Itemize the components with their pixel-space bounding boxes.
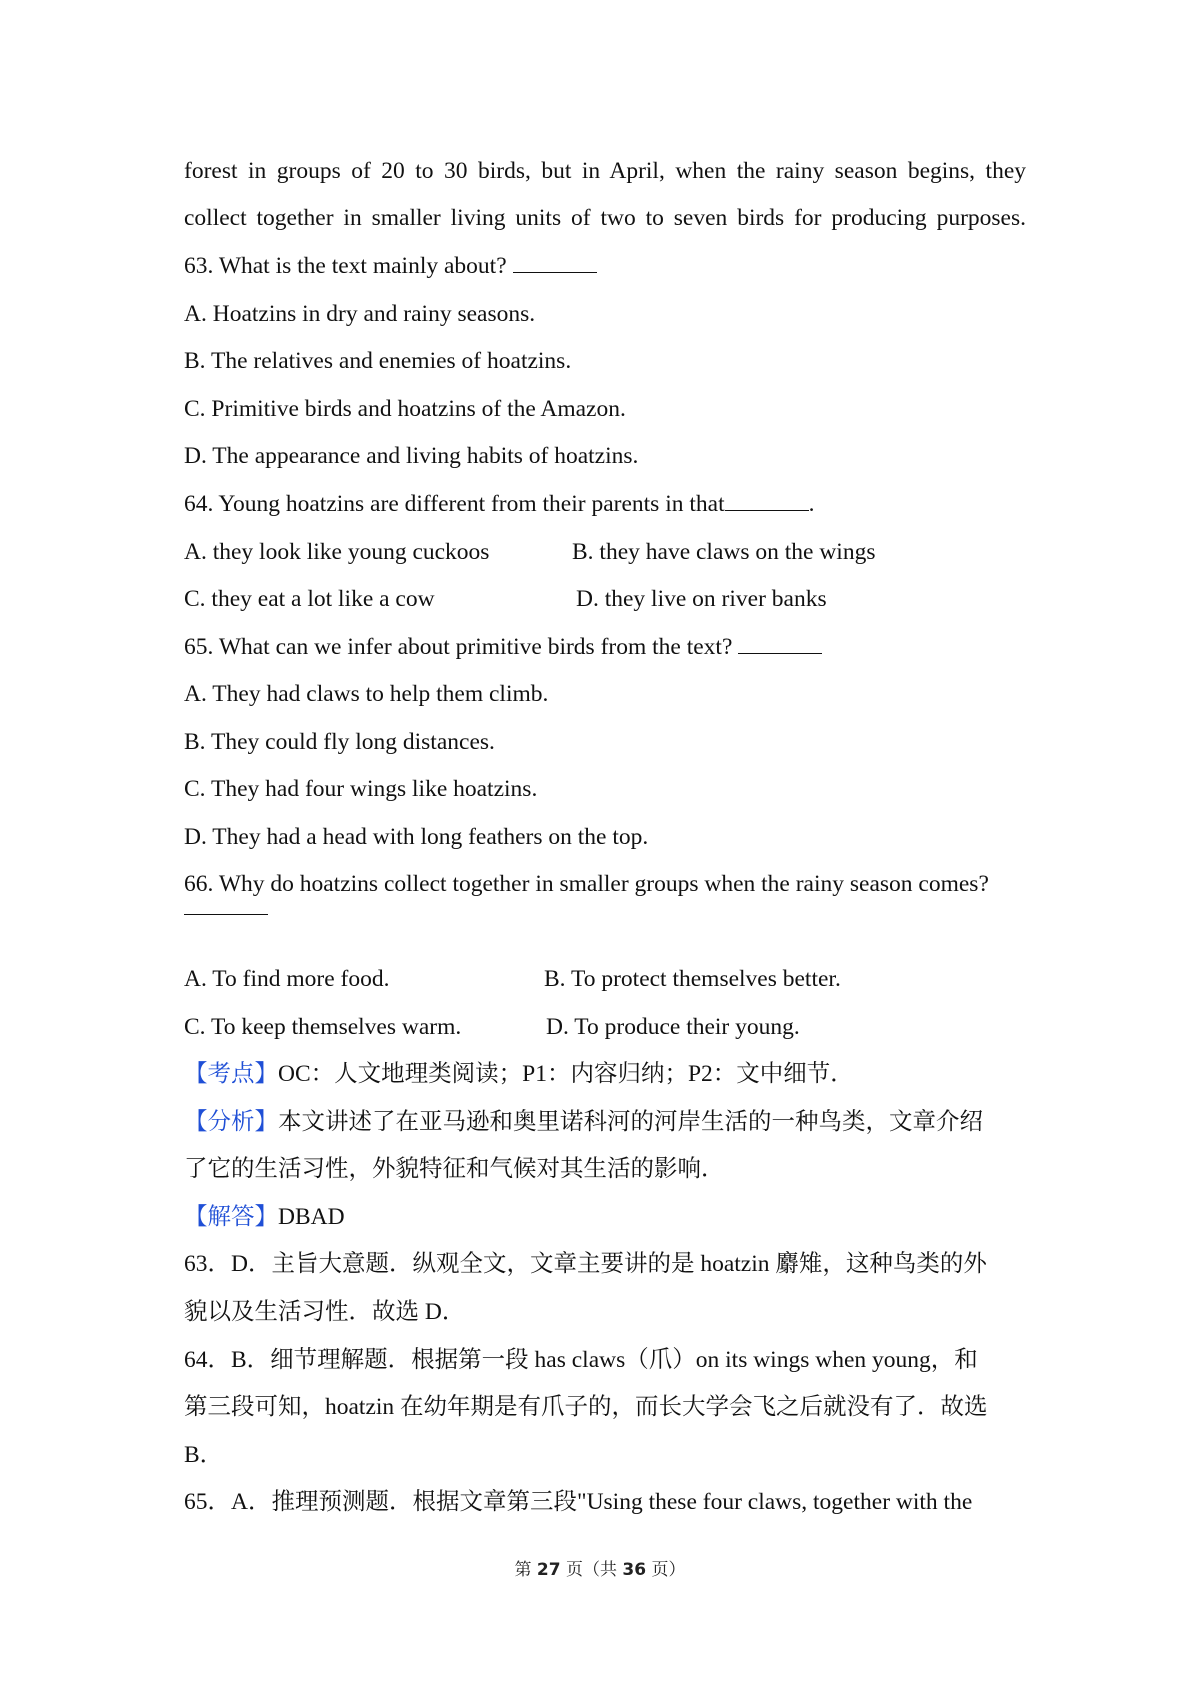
fenxi-line-2: 了它的生活习性，外貌特征和气候对其生活的影响． [184, 1156, 725, 1182]
page-footer: 第 27 页（共 36 页） [514, 1560, 686, 1580]
jieda-line: 【解答】DBAD [184, 1204, 345, 1230]
question-65-stem: 65. What can we infer about primitive birds from the text? [184, 631, 1026, 663]
kaodian-tag: 【考点】 [184, 1061, 278, 1087]
answer-blank [725, 488, 809, 511]
answer-64-line: 64．B．细节理解题．根据第一段 has claws（爪）on its wings when young，和 [184, 1347, 978, 1373]
q63-option-a: A. Hoatzins in dry and rainy seasons. [184, 301, 536, 327]
q65-option-c: C. They had four wings like hoatzins. [184, 776, 538, 802]
fenxi-tag: 【分析】 [184, 1109, 278, 1135]
answer-63-line: 63．D．主旨大意题．纵观全文，文章主要讲的是 hoatzin 麝雉，这种鸟类的外 [184, 1251, 987, 1277]
q66-option-b: B. To protect themselves better. [544, 966, 841, 992]
answer-64-line-2: 第三段可知，hoatzin 在幼年期是有爪子的，而长大学会飞之后就没有了．故选 [184, 1394, 988, 1420]
passage-line: collect together in smaller living units of two to seven birds for producing purposes. [184, 205, 1026, 231]
q63-option-d: D. The appearance and living habits of hoatzins. [184, 443, 639, 469]
answer-64-line-3: B． [184, 1442, 224, 1468]
q66-options-row-1 [184, 963, 1026, 995]
answer-blank [513, 250, 597, 273]
q64-options-row-1 [184, 536, 1026, 568]
page-number: 27 [536, 1560, 561, 1580]
question-63-stem: 63. What is the text mainly about? [184, 250, 1026, 282]
page-total: 36 [622, 1560, 647, 1580]
q63-option-b: B. The relatives and enemies of hoatzins. [184, 348, 572, 374]
answer-63-line-2: 貌以及生活习性．故选 D． [184, 1299, 466, 1325]
answer-65-line: 65．A．推理预测题．根据文章第三段"Using these four claws, together with the [184, 1489, 973, 1515]
question-66-stem: 66. Why do hoatzins collect together in smaller groups when the rainy season comes? [184, 871, 989, 897]
kaodian-line: 【考点】OC：人文地理类阅读；P1：内容归纳；P2：文中细节． [184, 1061, 854, 1087]
q65-option-a: A. They had claws to help them climb. [184, 681, 549, 707]
q64-option-b: B. they have claws on the wings [572, 539, 876, 565]
q64-option-a: A. they look like young cuckoos [184, 539, 490, 565]
q66-option-d: D. To produce their young. [546, 1014, 800, 1040]
answer-blank [738, 631, 822, 654]
fenxi-line: 【分析】本文讲述了在亚马逊和奥里诺科河的河岸生活的一种鸟类，文章介绍 [184, 1109, 983, 1135]
q64-options-row-2 [184, 583, 1026, 615]
passage-line: forest in groups of 20 to 30 birds, but in April, when the rainy season begins, they [184, 158, 1026, 184]
q66-options-row-2 [184, 1011, 1026, 1043]
q64-option-d: D. they live on river banks [576, 586, 827, 612]
question-64-stem: 64. Young hoatzins are different from their parents in that . [184, 488, 1026, 520]
q66-option-c: C. To keep themselves warm. [184, 1014, 462, 1040]
q66-option-a: A. To find more food. [184, 966, 390, 992]
q65-option-b: B. They could fly long distances. [184, 729, 495, 755]
q65-option-d: D. They had a head with long feathers on the top. [184, 824, 649, 850]
q64-option-c: C. they eat a lot like a cow [184, 586, 435, 612]
q63-option-c: C. Primitive birds and hoatzins of the Amazon. [184, 396, 626, 422]
answer-blank [184, 914, 268, 915]
jieda-tag: 【解答】 [184, 1204, 278, 1230]
